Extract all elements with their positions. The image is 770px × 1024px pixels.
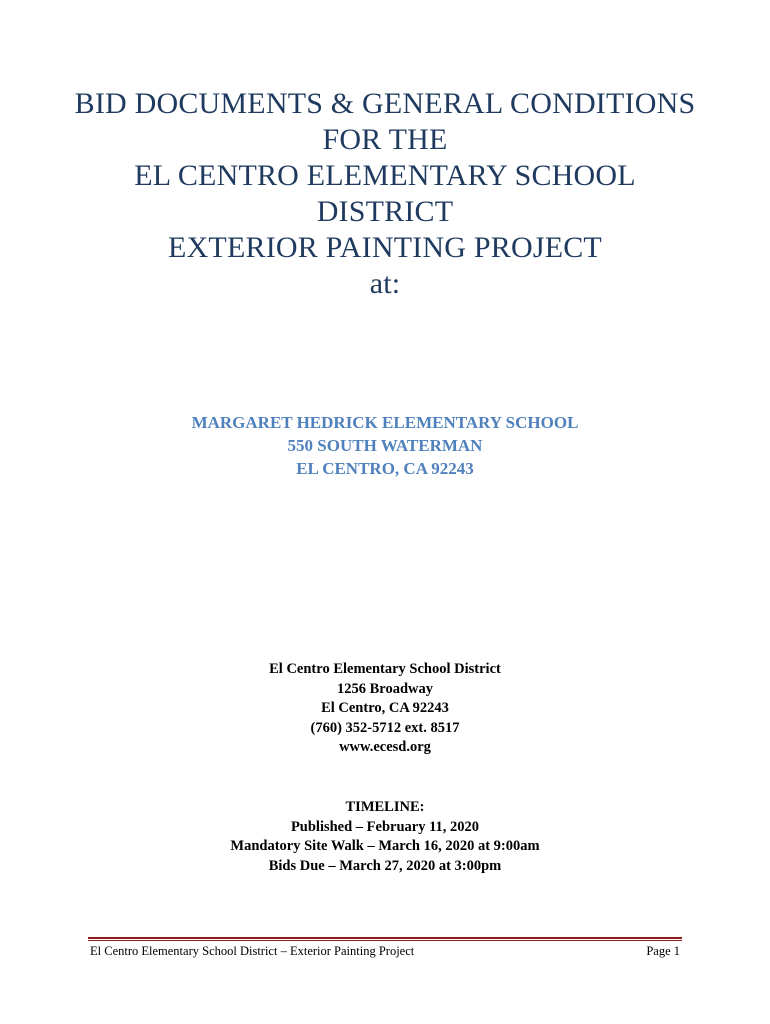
school-name: MARGARET HEDRICK ELEMENTARY SCHOOL bbox=[191, 413, 579, 432]
timeline bbox=[0, 798, 770, 876]
title-line-1: BID DOCUMENTS & GENERAL CONDITIONS bbox=[74, 87, 696, 120]
timeline-site-walk: Mandatory Site Walk – March 16, 2020 at 9:00am bbox=[230, 838, 540, 854]
school-street: 550 SOUTH WATERMAN bbox=[287, 436, 483, 455]
title-line-5: EXTERIOR PAINTING PROJECT bbox=[168, 231, 602, 264]
district-contact bbox=[0, 660, 770, 758]
timeline-published: Published – February 11, 2020 bbox=[290, 818, 480, 835]
title-line-6: at: bbox=[369, 267, 401, 300]
title-line-2: FOR THE bbox=[322, 123, 448, 156]
school-address bbox=[0, 411, 770, 480]
page-number: Page 1 bbox=[646, 944, 680, 958]
title-line-3: EL CENTRO ELEMENTARY SCHOOL bbox=[134, 159, 636, 192]
district-phone: (760) 352-5712 ext. 8517 bbox=[310, 719, 460, 736]
title-line-4: DISTRICT bbox=[316, 195, 454, 228]
document-title bbox=[0, 86, 770, 302]
footer-project-label: El Centro Elementary School District – Exterior Painting Project bbox=[90, 944, 415, 958]
district-city: El Centro, CA 92243 bbox=[321, 700, 449, 716]
page-footer bbox=[88, 944, 682, 964]
district-street: 1256 Broadway bbox=[336, 680, 433, 697]
timeline-bids-due: Bids Due – March 27, 2020 at 3:00pm bbox=[268, 857, 502, 874]
timeline-heading: TIMELINE: bbox=[345, 799, 425, 815]
district-website: www.ecesd.org bbox=[339, 739, 431, 755]
school-city: EL CENTRO, CA 92243 bbox=[296, 459, 474, 478]
district-name: El Centro Elementary School District bbox=[269, 661, 501, 677]
footer-divider bbox=[88, 937, 682, 941]
